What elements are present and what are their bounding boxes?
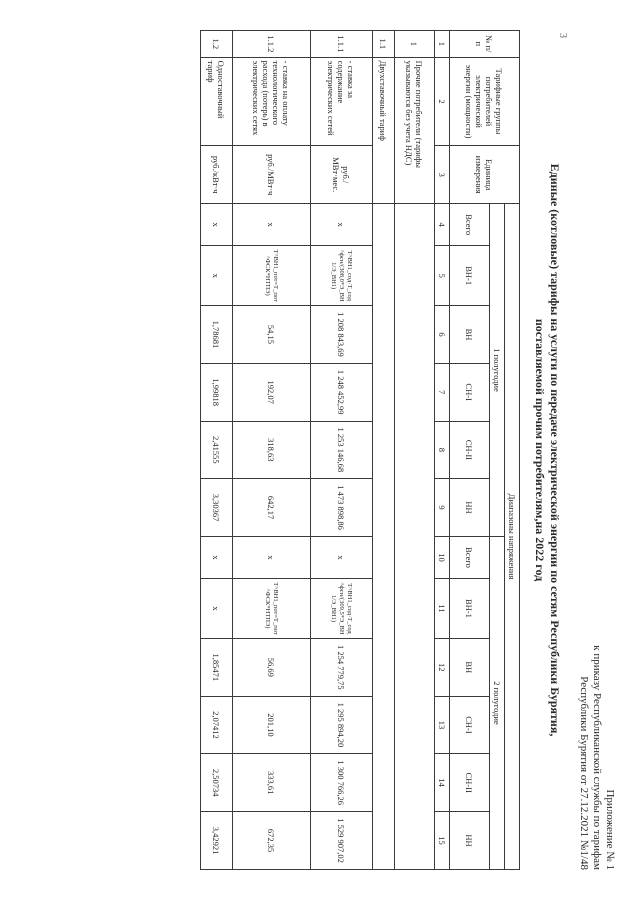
cell: 1,85471 [201, 638, 233, 696]
formula-cell: Т^ВН1_сод·Т_сод^фсн/(308,0*Э_ВН1/Э_ВН1) [311, 246, 373, 306]
header-col: СН-II [450, 421, 490, 479]
header-col: ВН [450, 306, 490, 364]
col-number: 1 [435, 31, 450, 58]
cell: 2,07412 [201, 696, 233, 754]
cell: 56,69 [233, 638, 311, 696]
cell: 1 300 766,26 [311, 754, 373, 812]
cell: 333,61 [233, 754, 311, 812]
rotated-page [55, 20, 620, 880]
row-name: Двухставочный тариф [373, 57, 395, 203]
appendix-line: Приложение № 1 [604, 789, 616, 870]
col-number: 2 [435, 57, 450, 146]
header-col: НН [450, 812, 490, 870]
cell: 1,99818 [201, 363, 233, 421]
page-number: 3 [557, 33, 568, 38]
header-no: № п/п [450, 31, 520, 58]
cell: 2,41555 [201, 421, 233, 479]
row-unit: руб./МВт·мес. [311, 146, 373, 204]
cell: 1 295 894,20 [311, 696, 373, 754]
row-no: 1 [395, 31, 435, 58]
cell: 1 253 146,68 [311, 421, 373, 479]
title-line: Единые (котловые) тарифы на услуги по передаче электрической энергии по сетям Республики Бурятия, [548, 163, 562, 737]
appendix-line: к приказу Республиканской службы по тарифам [591, 645, 603, 870]
cell: 318,63 [233, 421, 311, 479]
cell: 2,50734 [201, 754, 233, 812]
cell: x [233, 536, 311, 578]
appendix-line: Республики Бурятия от 27.12.2021 №1/48 [578, 676, 590, 870]
header-col: ВН-1 [450, 246, 490, 306]
row-no: 1.2 [201, 31, 233, 58]
header-half1: 1 полугодие [490, 204, 505, 537]
header-ranges: Диапазоны напряжения [505, 204, 520, 870]
row-empty [373, 204, 395, 870]
header-col: ВН-1 [450, 579, 490, 639]
header-unit: Единица измерения [450, 146, 520, 204]
cell: x [201, 536, 233, 578]
row-no: 1.1.2 [233, 31, 311, 58]
row-empty [395, 204, 435, 870]
cell: 3,42921 [201, 812, 233, 870]
header-col: НН [450, 479, 490, 537]
header-half2: 2 полугодие [490, 536, 505, 869]
col-number: 15 [435, 812, 450, 870]
header-col: Всего [450, 204, 490, 246]
cell: x [311, 204, 373, 246]
cell: 201,10 [233, 696, 311, 754]
row-no: 1.1.1 [311, 31, 373, 58]
cell: 3,30367 [201, 479, 233, 537]
cell: 1 529 907,02 [311, 812, 373, 870]
table-row [395, 31, 435, 870]
cell: 192,07 [233, 363, 311, 421]
row-name: - ставка на оплату технологического расхода (потерь) в электрических сетях [233, 57, 311, 146]
col-number: 13 [435, 696, 450, 754]
col-number: 12 [435, 638, 450, 696]
header-col: СН-I [450, 696, 490, 754]
header-col: СН-II [450, 754, 490, 812]
cell: 1 254 779,75 [311, 638, 373, 696]
col-number: 9 [435, 479, 450, 537]
cell: 1 248 452,99 [311, 363, 373, 421]
row-name: Одноставочный тариф [201, 57, 233, 146]
cell: 1 208 843,69 [311, 306, 373, 364]
col-number: 11 [435, 579, 450, 639]
cell: 1,78681 [201, 306, 233, 364]
row-no: 1.1 [373, 31, 395, 58]
cell: x [201, 246, 233, 306]
col-number: 6 [435, 306, 450, 364]
table-row [201, 31, 233, 870]
cell: x [201, 579, 233, 639]
header-col: Всего [450, 536, 490, 578]
col-number: 7 [435, 363, 450, 421]
col-number: 4 [435, 204, 450, 246]
cell: 54,15 [233, 306, 311, 364]
row-name: - ставка за содержание электрических сетей [311, 57, 373, 146]
row-unit: руб./кВт·ч [201, 146, 233, 204]
header-col: СН-I [450, 363, 490, 421]
formula-cell: Т^ВН1_пот=Т_пот^ФСК*НТПЭ) [233, 246, 311, 306]
formula-cell: Т^ВН1_пот=Т_пот^ФСК*НТПЭ) [233, 579, 311, 639]
cell: x [311, 536, 373, 578]
header-col: ВН [450, 638, 490, 696]
formula-cell: Т^ВН1_сод·Т_сод^фсн/(309,5*Э_ВН1/Э_ВН1) [311, 579, 373, 639]
cell: 672,35 [233, 812, 311, 870]
appendix-block [577, 645, 616, 870]
table-row [373, 31, 395, 870]
col-number: 8 [435, 421, 450, 479]
tariff-table [200, 30, 520, 870]
header-group: Тарифные группы потребителей электрической энергии (мощности) [450, 57, 520, 146]
row-unit: руб./МВт·ч [233, 146, 311, 204]
col-number: 14 [435, 754, 450, 812]
col-number: 5 [435, 246, 450, 306]
cell: x [201, 204, 233, 246]
cell: 1 473 898,86 [311, 479, 373, 537]
col-number: 10 [435, 536, 450, 578]
row-name: Прочие потребители (тарифы указываются без учета НДС) [395, 57, 435, 203]
cell: x [233, 204, 311, 246]
document-title [532, 20, 562, 880]
col-number: 3 [435, 146, 450, 204]
title-line: поставляемой прочим потребителям,на 2022 год [533, 318, 547, 582]
table-row [233, 31, 311, 870]
table-row [311, 31, 373, 870]
cell: 642,17 [233, 479, 311, 537]
